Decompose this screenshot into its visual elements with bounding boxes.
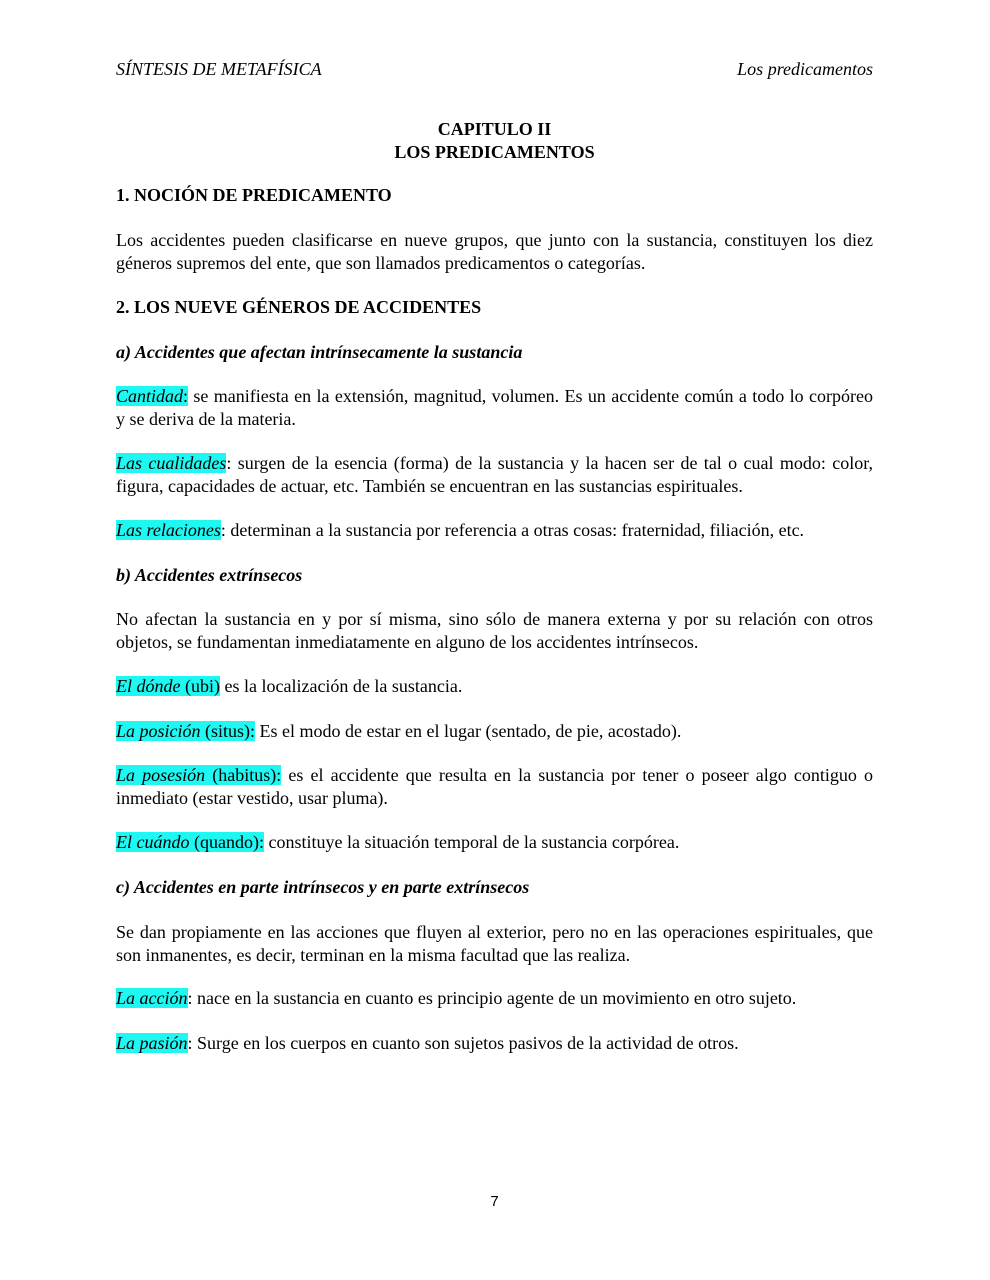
term-label: El dónde bbox=[116, 676, 181, 696]
definition-relaciones bbox=[116, 519, 873, 542]
term-label: La posición bbox=[116, 721, 201, 741]
subheading-a: a) Accidentes que afectan intrínsecamente la sustancia bbox=[116, 342, 523, 362]
term-separator: : bbox=[183, 386, 189, 406]
subheading-c: c) Accidentes en parte intrínsecos y en parte extrínsecos bbox=[116, 877, 530, 897]
header-book-title: SÍNTESIS DE METAFÍSICA bbox=[116, 59, 322, 79]
running-header bbox=[116, 58, 873, 80]
definition-text: : Surge en los cuerpos en cuanto son sujetos pasivos de la actividad de otros. bbox=[187, 1033, 739, 1053]
definition-donde bbox=[116, 675, 873, 698]
chapter-number: CAPITULO II bbox=[437, 119, 552, 139]
document-page bbox=[116, 0, 873, 1280]
subheading-b: b) Accidentes extrínsecos bbox=[116, 565, 303, 585]
term-label: Las cualidades bbox=[116, 453, 227, 473]
chapter-title: LOS PREDICAMENTOS bbox=[394, 142, 595, 162]
page-number: 7 bbox=[490, 1193, 499, 1210]
section-heading-1: 1. NOCIÓN DE PREDICAMENTO bbox=[116, 185, 392, 205]
term-label: Cantidad bbox=[116, 386, 184, 406]
latin-term: (situs) bbox=[200, 721, 251, 741]
highlight-term bbox=[116, 721, 255, 741]
term-separator: : bbox=[276, 765, 282, 785]
definition-cantidad bbox=[116, 385, 873, 430]
definition-accion bbox=[116, 987, 873, 1010]
latin-term: (quando) bbox=[189, 832, 259, 852]
highlight-term bbox=[116, 988, 188, 1008]
highlight-term bbox=[116, 676, 220, 696]
section-heading-2: 2. LOS NUEVE GÉNEROS DE ACCIDENTES bbox=[116, 297, 482, 317]
paragraph-extrinsecos: No afectan la sustancia en y por sí misma, sino sólo de manera externa y por su relación con otros objetos, se fundamentan inmediatamente en alguno de los accidentes intrínsecos. bbox=[116, 609, 873, 652]
highlight-term bbox=[116, 1033, 188, 1053]
latin-term: (ubi) bbox=[180, 676, 220, 696]
definition-text: se manifiesta en la extensión, magnitud, volumen. Es un accidente común a todo lo corpóreo y se deriva de la materia. bbox=[116, 386, 873, 429]
highlight-term bbox=[116, 386, 188, 406]
highlight-term bbox=[116, 520, 221, 540]
definition-posesion bbox=[116, 764, 873, 809]
highlight-term bbox=[116, 765, 281, 785]
definition-text: Es el modo de estar en el lugar (sentado, de pie, acostado). bbox=[255, 721, 682, 741]
definition-cualidades bbox=[116, 452, 873, 497]
term-separator: : bbox=[250, 721, 256, 741]
definition-text: : nace en la sustancia en cuanto es principio agente de un movimiento en otro sujeto. bbox=[187, 988, 797, 1008]
definition-text: es la localización de la sustancia. bbox=[220, 676, 463, 696]
highlight-term bbox=[116, 832, 264, 852]
highlight-term bbox=[116, 453, 226, 473]
paragraph-mixtos: Se dan propiamente en las acciones que fluyen al exterior, pero no en las operaciones espirituales, que son inmanentes, es decir, terminan en la misma facultad que las realiza. bbox=[116, 922, 873, 965]
term-label: El cuándo bbox=[116, 832, 190, 852]
term-label: La acción bbox=[116, 988, 188, 1008]
latin-term: (habitus) bbox=[205, 765, 277, 785]
paragraph-nocion: Los accidentes pueden clasificarse en nueve grupos, que junto con la sustancia, constituyen los diez géneros supremos del ente, que son llamados predicamentos o categorías. bbox=[116, 230, 873, 273]
definition-text: : determinan a la sustancia por referencia a otras cosas: fraternidad, filiación, etc. bbox=[220, 520, 805, 540]
definition-text: : surgen de la esencia (forma) de la sustancia y la hacen ser de tal o cual modo: color, figura, capacidades de actuar, etc. También se encuentran en las sustancias espirituales. bbox=[116, 453, 873, 496]
chapter-title-block bbox=[116, 118, 873, 164]
definition-pasion bbox=[116, 1032, 873, 1055]
term-separator: : bbox=[258, 832, 264, 852]
definition-cuando bbox=[116, 831, 873, 854]
definition-text: es el accidente que resulta en la sustancia por tener o poseer algo contiguo o inmediato (estar vestido, usar pluma). bbox=[116, 765, 873, 808]
term-label: Las relaciones bbox=[116, 520, 221, 540]
header-chapter-title: Los predicamentos bbox=[737, 59, 873, 79]
term-label: La pasión bbox=[116, 1033, 188, 1053]
definition-posicion bbox=[116, 720, 873, 743]
term-label: La posesión bbox=[116, 765, 206, 785]
definition-text: constituye la situación temporal de la sustancia corpórea. bbox=[264, 832, 680, 852]
